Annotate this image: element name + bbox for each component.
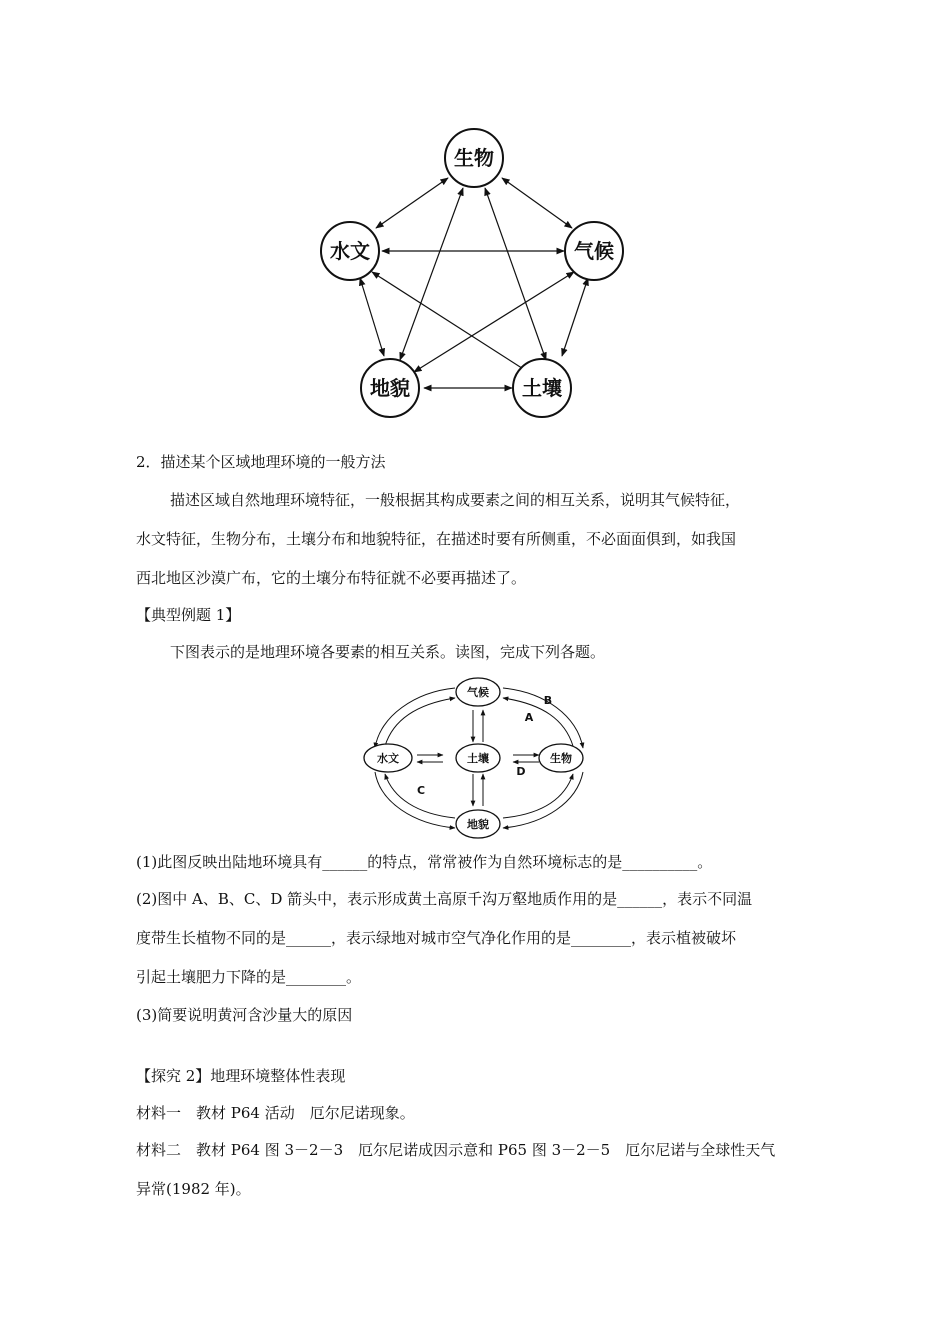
question-3: (3)简要说明黄河含沙量大的原因 [136,1006,353,1024]
arrow-hydro-soil [372,272,528,372]
arc-bio-landform-inner [503,774,573,818]
elements-pentagon-diagram [300,120,640,430]
section-heading: 2．描述某个区域地理环境的一般方法 [136,453,386,471]
paragraph-line-3: 西北地区沙漠广布，它的土壤分布特征就不必要再描述了。 [136,569,527,587]
question-2-line-3: 引起土壤肥力下降的是________。 [136,968,362,986]
arc-hydro-landform-outer [375,772,455,828]
node-climate-label: 气候 [574,239,614,263]
arrow-bio-landform [400,188,463,360]
label-c: C [416,784,426,797]
node2-climate-label: 气候 [467,686,489,699]
paragraph-line-2: 水文特征，生物分布，土壤分布和地貌特征，在描述时要有所侧重，不必面面俱到，如我国 [136,530,737,548]
arc-climate-hydro-outer [375,688,455,748]
node2-soil-label: 土壤 [467,752,489,765]
question-2-line-2: 度带生长植物不同的是______，表示绿地对城市空气净化作用的是________，表示植被破坏 [136,929,737,947]
node-biology-label: 生物 [454,146,494,170]
arrow-climate-soil [562,278,588,356]
node2-landform-label: 地貌 [467,818,489,831]
node-landform-label: 地貌 [370,376,410,400]
label-a: A [524,711,534,724]
material-1: 材料一 教材 P64 活动 厄尔尼诺现象。 [136,1104,415,1122]
example-intro: 下图表示的是地理环境各要素的相互关系。读图，完成下列各题。 [170,643,606,661]
node2-hydrology-label: 水文 [377,752,399,765]
arrow-climate-landform [414,272,574,372]
label-b: B [543,694,553,707]
explore-title: 【探究 2】地理环境整体性表现 [136,1067,346,1085]
arrow-hydro-landform [360,278,384,356]
question-1: (1)此图反映出陆地环境具有______的特点，常常被作为自然环境标志的是__________。 [136,853,713,871]
arrow-bio-climate [502,178,572,228]
element-interaction-diagram [355,676,605,842]
arrow-bio-soil [485,188,546,360]
arc-climate-hydro-inner [385,698,455,746]
arrow-bio-hydro [376,178,448,228]
question-2-line-1: (2)图中 A、B、C、D 箭头中，表示形成黄土高原千沟万壑地质作用的是______，表示不同温 [136,890,753,908]
arc-climate-bio-inner [503,698,573,746]
node-hydrology-label: 水文 [330,239,370,263]
example-title: 【典型例题 1】 [136,606,241,624]
material-2-line-1: 材料二 教材 P64 图 3－2－3 厄尔尼诺成因示意和 P65 图 3－2－5 厄尔尼诺与全球性天气 [136,1141,776,1159]
node2-biology-label: 生物 [550,752,572,765]
paragraph-line-1: 描述区域自然地理环境特征，一般根据其构成要素之间的相互关系，说明其气候特征， [170,491,741,509]
material-2-line-2: 异常(1982 年)。 [136,1180,251,1198]
label-d: D [516,765,526,778]
node-soil-label: 土壤 [522,376,562,400]
